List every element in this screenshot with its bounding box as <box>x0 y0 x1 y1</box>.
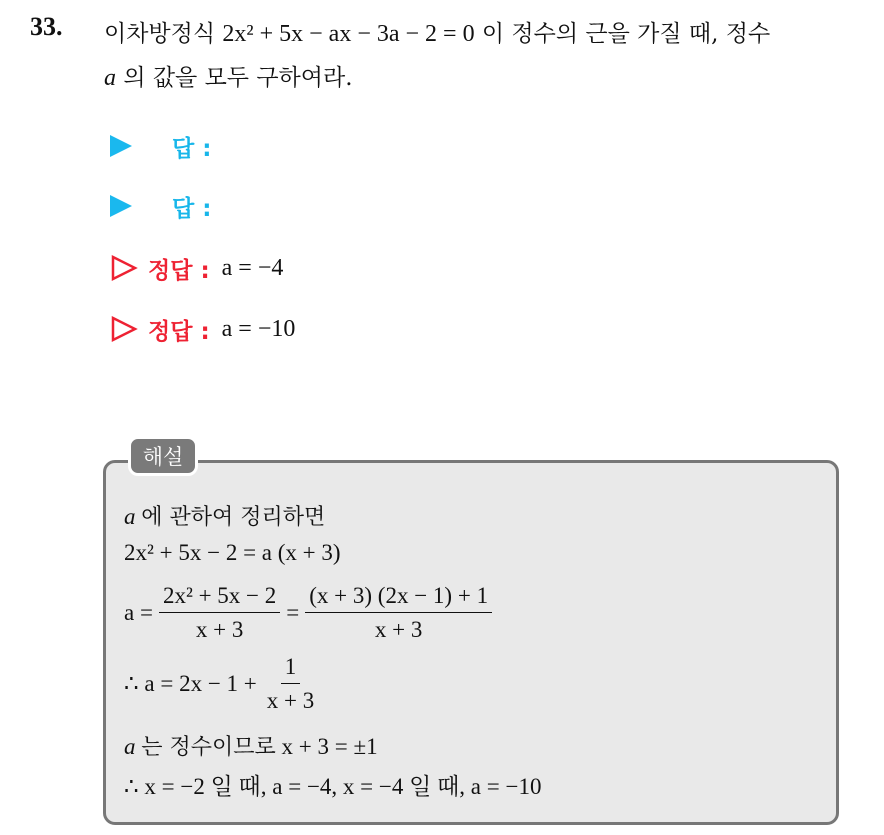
solution-tab: 해설 <box>128 436 198 476</box>
question-variable: a <box>104 65 116 91</box>
fraction-denominator: x + 3 <box>374 617 423 642</box>
solution-text: 는 정수이므로 <box>141 735 276 760</box>
solution-math: x + 3 = ±1 <box>281 734 378 759</box>
fraction-denominator: x + 3 <box>195 617 244 642</box>
question-number: 33. <box>30 12 63 41</box>
outline-triangle-icon <box>110 315 138 343</box>
outline-triangle-icon <box>110 254 138 282</box>
correct-value: a = −4 <box>221 254 284 281</box>
solution-line-1 <box>124 500 325 531</box>
solution-lhs: a = <box>124 600 153 625</box>
fraction <box>263 654 318 714</box>
question-line-1 <box>104 15 770 48</box>
correct-answer-row-1 <box>110 250 283 286</box>
answer-label: 답 : <box>172 135 212 162</box>
correct-value: a = −10 <box>221 315 296 342</box>
question-text-pre: 이차방정식 <box>104 21 216 47</box>
play-triangle-icon <box>110 195 132 217</box>
correct-label: 정답 : <box>148 318 210 345</box>
fraction <box>159 583 280 643</box>
question-text-post: 이 정수의 근을 가질 때, 정수 <box>481 21 771 47</box>
solution-line-6: ∴ x = −2 일 때, a = −4, x = −4 일 때, a = −10 <box>124 774 542 799</box>
answer-row-1[interactable] <box>110 128 211 164</box>
solution-text: 에 관하여 정리하면 <box>141 505 326 530</box>
solution-line-4 <box>124 654 324 714</box>
fraction-numerator: (x + 3) (2x − 1) + 1 <box>305 583 492 613</box>
solution-variable: a <box>124 504 136 529</box>
fraction-numerator: 1 <box>281 654 301 684</box>
solution-line-3 <box>124 583 498 643</box>
fraction <box>305 583 492 643</box>
fraction-numerator: 2x² + 5x − 2 <box>159 583 280 613</box>
question-equation: 2x² + 5x − ax − 3a − 2 = 0 <box>222 21 475 47</box>
solution-expression: ∴ a = 2x − 1 + <box>124 671 257 696</box>
correct-label: 정답 : <box>148 257 210 284</box>
question-text-end: 의 값을 모두 구하여라. <box>123 65 353 91</box>
answer-row-2[interactable] <box>110 188 211 224</box>
equals-sign: = <box>286 600 300 625</box>
question-line-2 <box>104 59 353 92</box>
solution-line-5 <box>124 730 378 761</box>
solution-line-2: 2x² + 5x − 2 = a (x + 3) <box>124 540 341 565</box>
fraction-denominator: x + 3 <box>266 688 315 713</box>
answer-label: 답 : <box>172 195 212 222</box>
solution-variable: a <box>124 734 136 759</box>
play-triangle-icon <box>110 135 132 157</box>
correct-answer-row-2 <box>110 311 295 347</box>
